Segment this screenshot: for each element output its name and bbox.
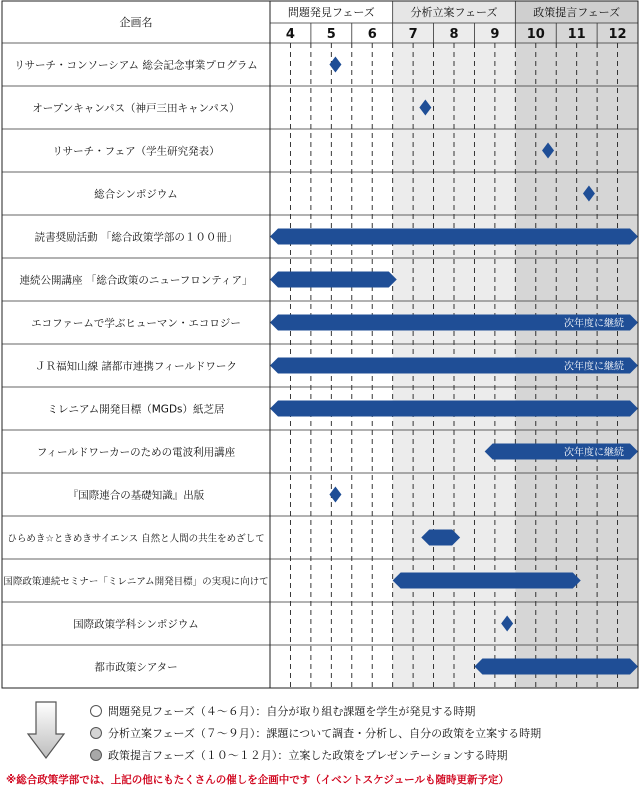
- month-label-10: 10: [526, 27, 545, 42]
- row-label-1: オープンキャンパス（神戸三田キャンパス）: [32, 102, 240, 115]
- row-label-8: ミレニアム開発目標（MGDs）紙芝居: [47, 403, 225, 416]
- bar-note-9: 次年度に継続: [564, 447, 624, 459]
- bar-mark-5: [270, 272, 397, 288]
- bar-note-6: 次年度に継続: [564, 318, 624, 330]
- legend-text-problem: 問題発見フェーズ（４～６月）：自分が取り組む課題を学生が発見する時期: [108, 705, 476, 718]
- legend-text-analysis: 分析立案フェーズ（７～９月）：課題について調査・分析し、自分の政策を立案する時期: [108, 727, 542, 740]
- legend-item-proposal: [90, 747, 508, 763]
- row-label-7: ＪＲ福知山線 諸都市連携フィールドワーク: [35, 360, 237, 373]
- down-arrow-icon: [26, 700, 66, 760]
- month-label-6: 6: [367, 27, 377, 42]
- row-label-13: 国際政策学科シンポジウム: [73, 618, 199, 631]
- bar-mark-4: [270, 229, 638, 245]
- legend-dot-problem: [90, 705, 102, 717]
- header-label: 企画名: [119, 16, 153, 29]
- legend-dot-analysis: [90, 727, 102, 739]
- bar-mark-8: [270, 401, 638, 417]
- row-label-10: 『国際連合の基礎知識』出版: [67, 489, 205, 502]
- row-label-0: リサーチ・コンソーシアム 総会記念事業プログラム: [14, 59, 258, 72]
- legend-dot-proposal: [90, 749, 102, 761]
- row-label-9: フィールドワーカーのための電波利用講座: [36, 446, 236, 459]
- phase-header-label-1: 分析立案フェーズ: [410, 6, 498, 19]
- bar-mark-14: [474, 659, 638, 675]
- row-label-14: 都市政策シアター: [94, 661, 178, 674]
- row-label-11: ひらめき☆ときめきサイエンス 自然と人間の共生をめざして: [7, 533, 265, 545]
- bar-note-7: 次年度に継続: [564, 361, 624, 373]
- month-label-5: 5: [326, 27, 336, 42]
- bar-mark-12: [393, 573, 581, 589]
- phase-header-label-0: 問題発見フェーズ: [287, 6, 375, 19]
- phase-header-label-2: 政策提言フェーズ: [533, 6, 621, 19]
- row-label-3: 総合シンポジウム: [94, 188, 178, 201]
- month-label-8: 8: [449, 27, 459, 42]
- legend-item-problem: [90, 703, 475, 719]
- row-label-5: 連続公開講座 「総合政策のニューフロンティア」: [19, 274, 253, 287]
- row-label-6: エコファームで学ぶヒューマン・エコロジー: [31, 317, 241, 330]
- footnote: ※総合政策学部では、上記の他にもたくさんの催しを企画中です（イベントスケジュールも随時更新予定）: [6, 774, 509, 786]
- row-label-12: 国際政策連続セミナー「ミレニアム開発目標」の実現に向けて: [3, 576, 269, 588]
- month-label-4: 4: [285, 27, 295, 42]
- bar-mark-11: [421, 530, 460, 546]
- legend-text-proposal: 政策提言フェーズ（１０～１２月）：立案した政策をプレゼンテーションする時期: [108, 749, 508, 762]
- month-label-12: 12: [608, 27, 627, 42]
- row-label-4: 読書奨励活動 「総合政策学部の１００冊」: [34, 231, 238, 244]
- legend-item-analysis: [90, 725, 541, 741]
- month-label-7: 7: [408, 27, 418, 42]
- month-label-11: 11: [567, 27, 586, 42]
- row-label-2: リサーチ・フェア（学生研究発表）: [52, 145, 220, 158]
- month-label-9: 9: [490, 27, 500, 42]
